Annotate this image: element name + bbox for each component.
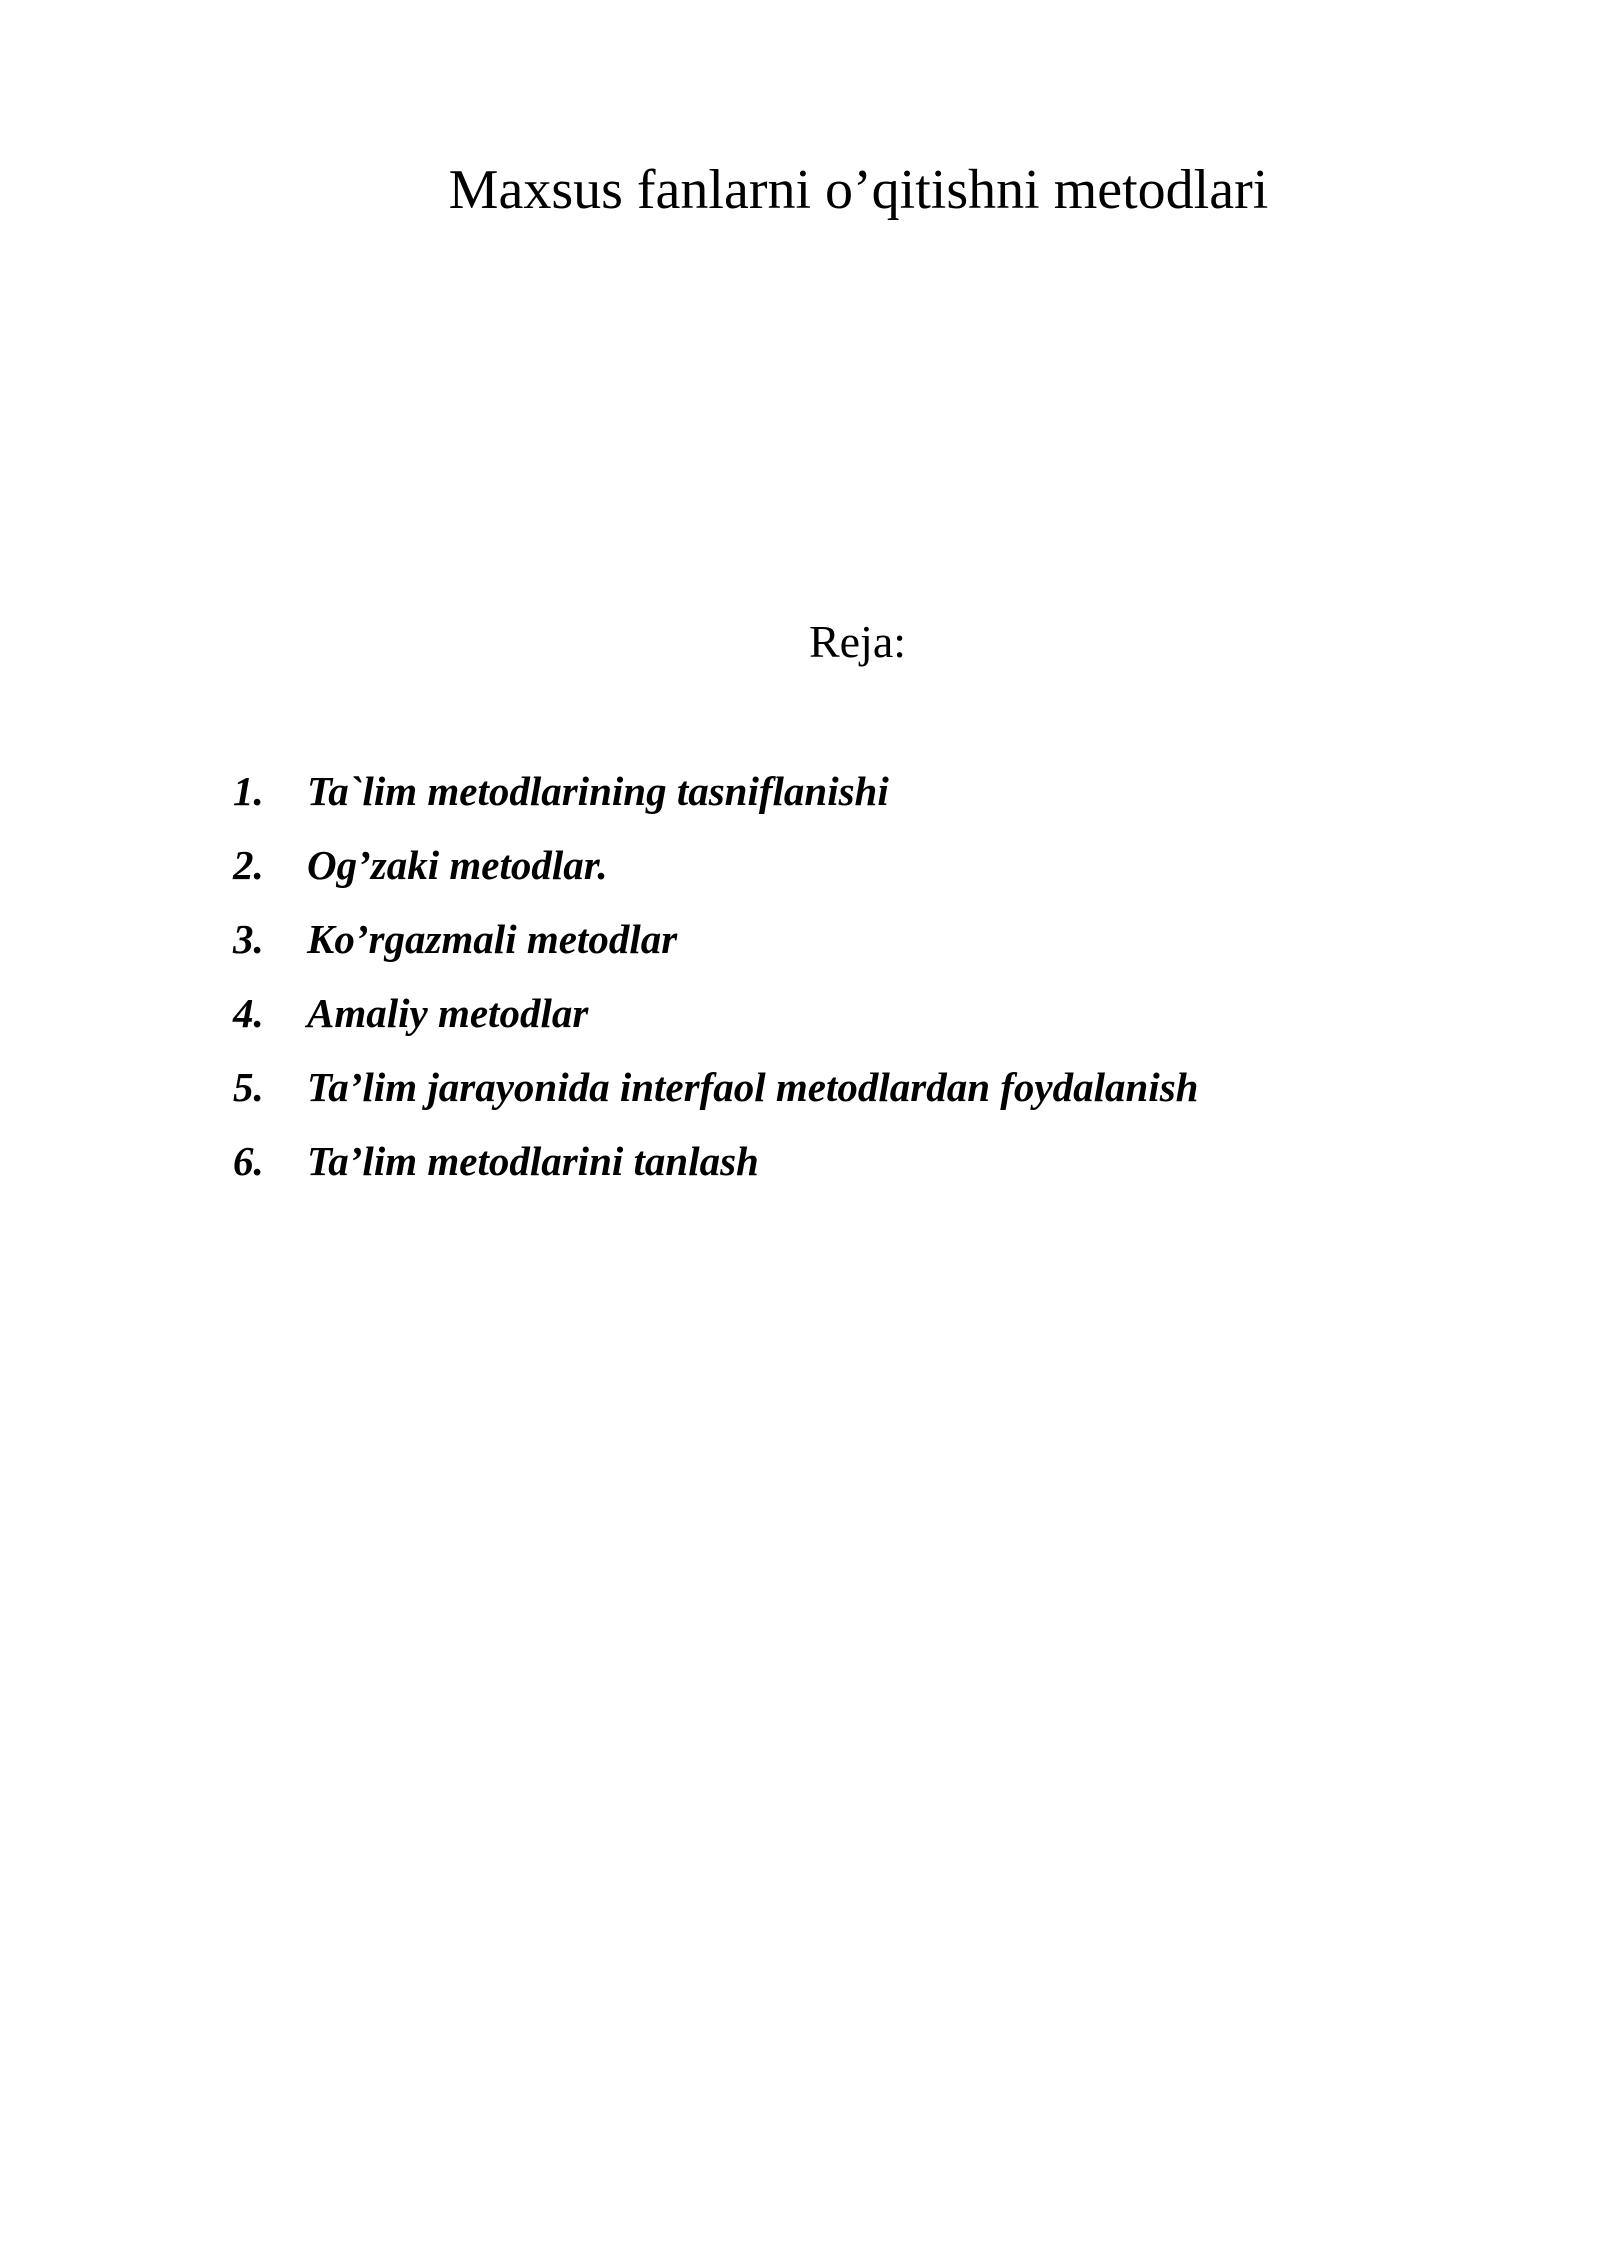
plan-item <box>233 828 1198 902</box>
plan-item-number: 3. <box>233 916 264 962</box>
plan-item-text: Og’zaki metodlar. <box>307 842 608 888</box>
plan-item <box>233 1050 1198 1124</box>
plan-item-text: Amaliy metodlar <box>307 990 589 1036</box>
plan-item <box>233 1124 1198 1198</box>
plan-item-text: Ko’rgazmali metodlar <box>307 916 678 962</box>
plan-item-number: 5. <box>233 1064 264 1110</box>
plan-item <box>233 754 1198 828</box>
plan-item-text: Ta`lim metodlarining tasniflanishi <box>307 768 889 814</box>
document-title: Maxsus fanlarni o’qitishni metodlari <box>448 159 1269 221</box>
plan-item-number: 4. <box>233 990 264 1036</box>
plan-item <box>233 976 1198 1050</box>
plan-item-text: Ta’lim metodlarini tanlash <box>307 1138 759 1184</box>
plan-item-number: 1. <box>233 768 264 814</box>
plan-item-number: 2. <box>233 842 264 888</box>
plan-item-number: 6. <box>233 1138 264 1184</box>
plan-list <box>233 754 1198 1198</box>
plan-item <box>233 902 1198 976</box>
plan-heading: Reja: <box>808 616 907 667</box>
plan-item-text: Ta’lim jarayonida interfaol metodlardan foydalanish <box>307 1064 1199 1110</box>
